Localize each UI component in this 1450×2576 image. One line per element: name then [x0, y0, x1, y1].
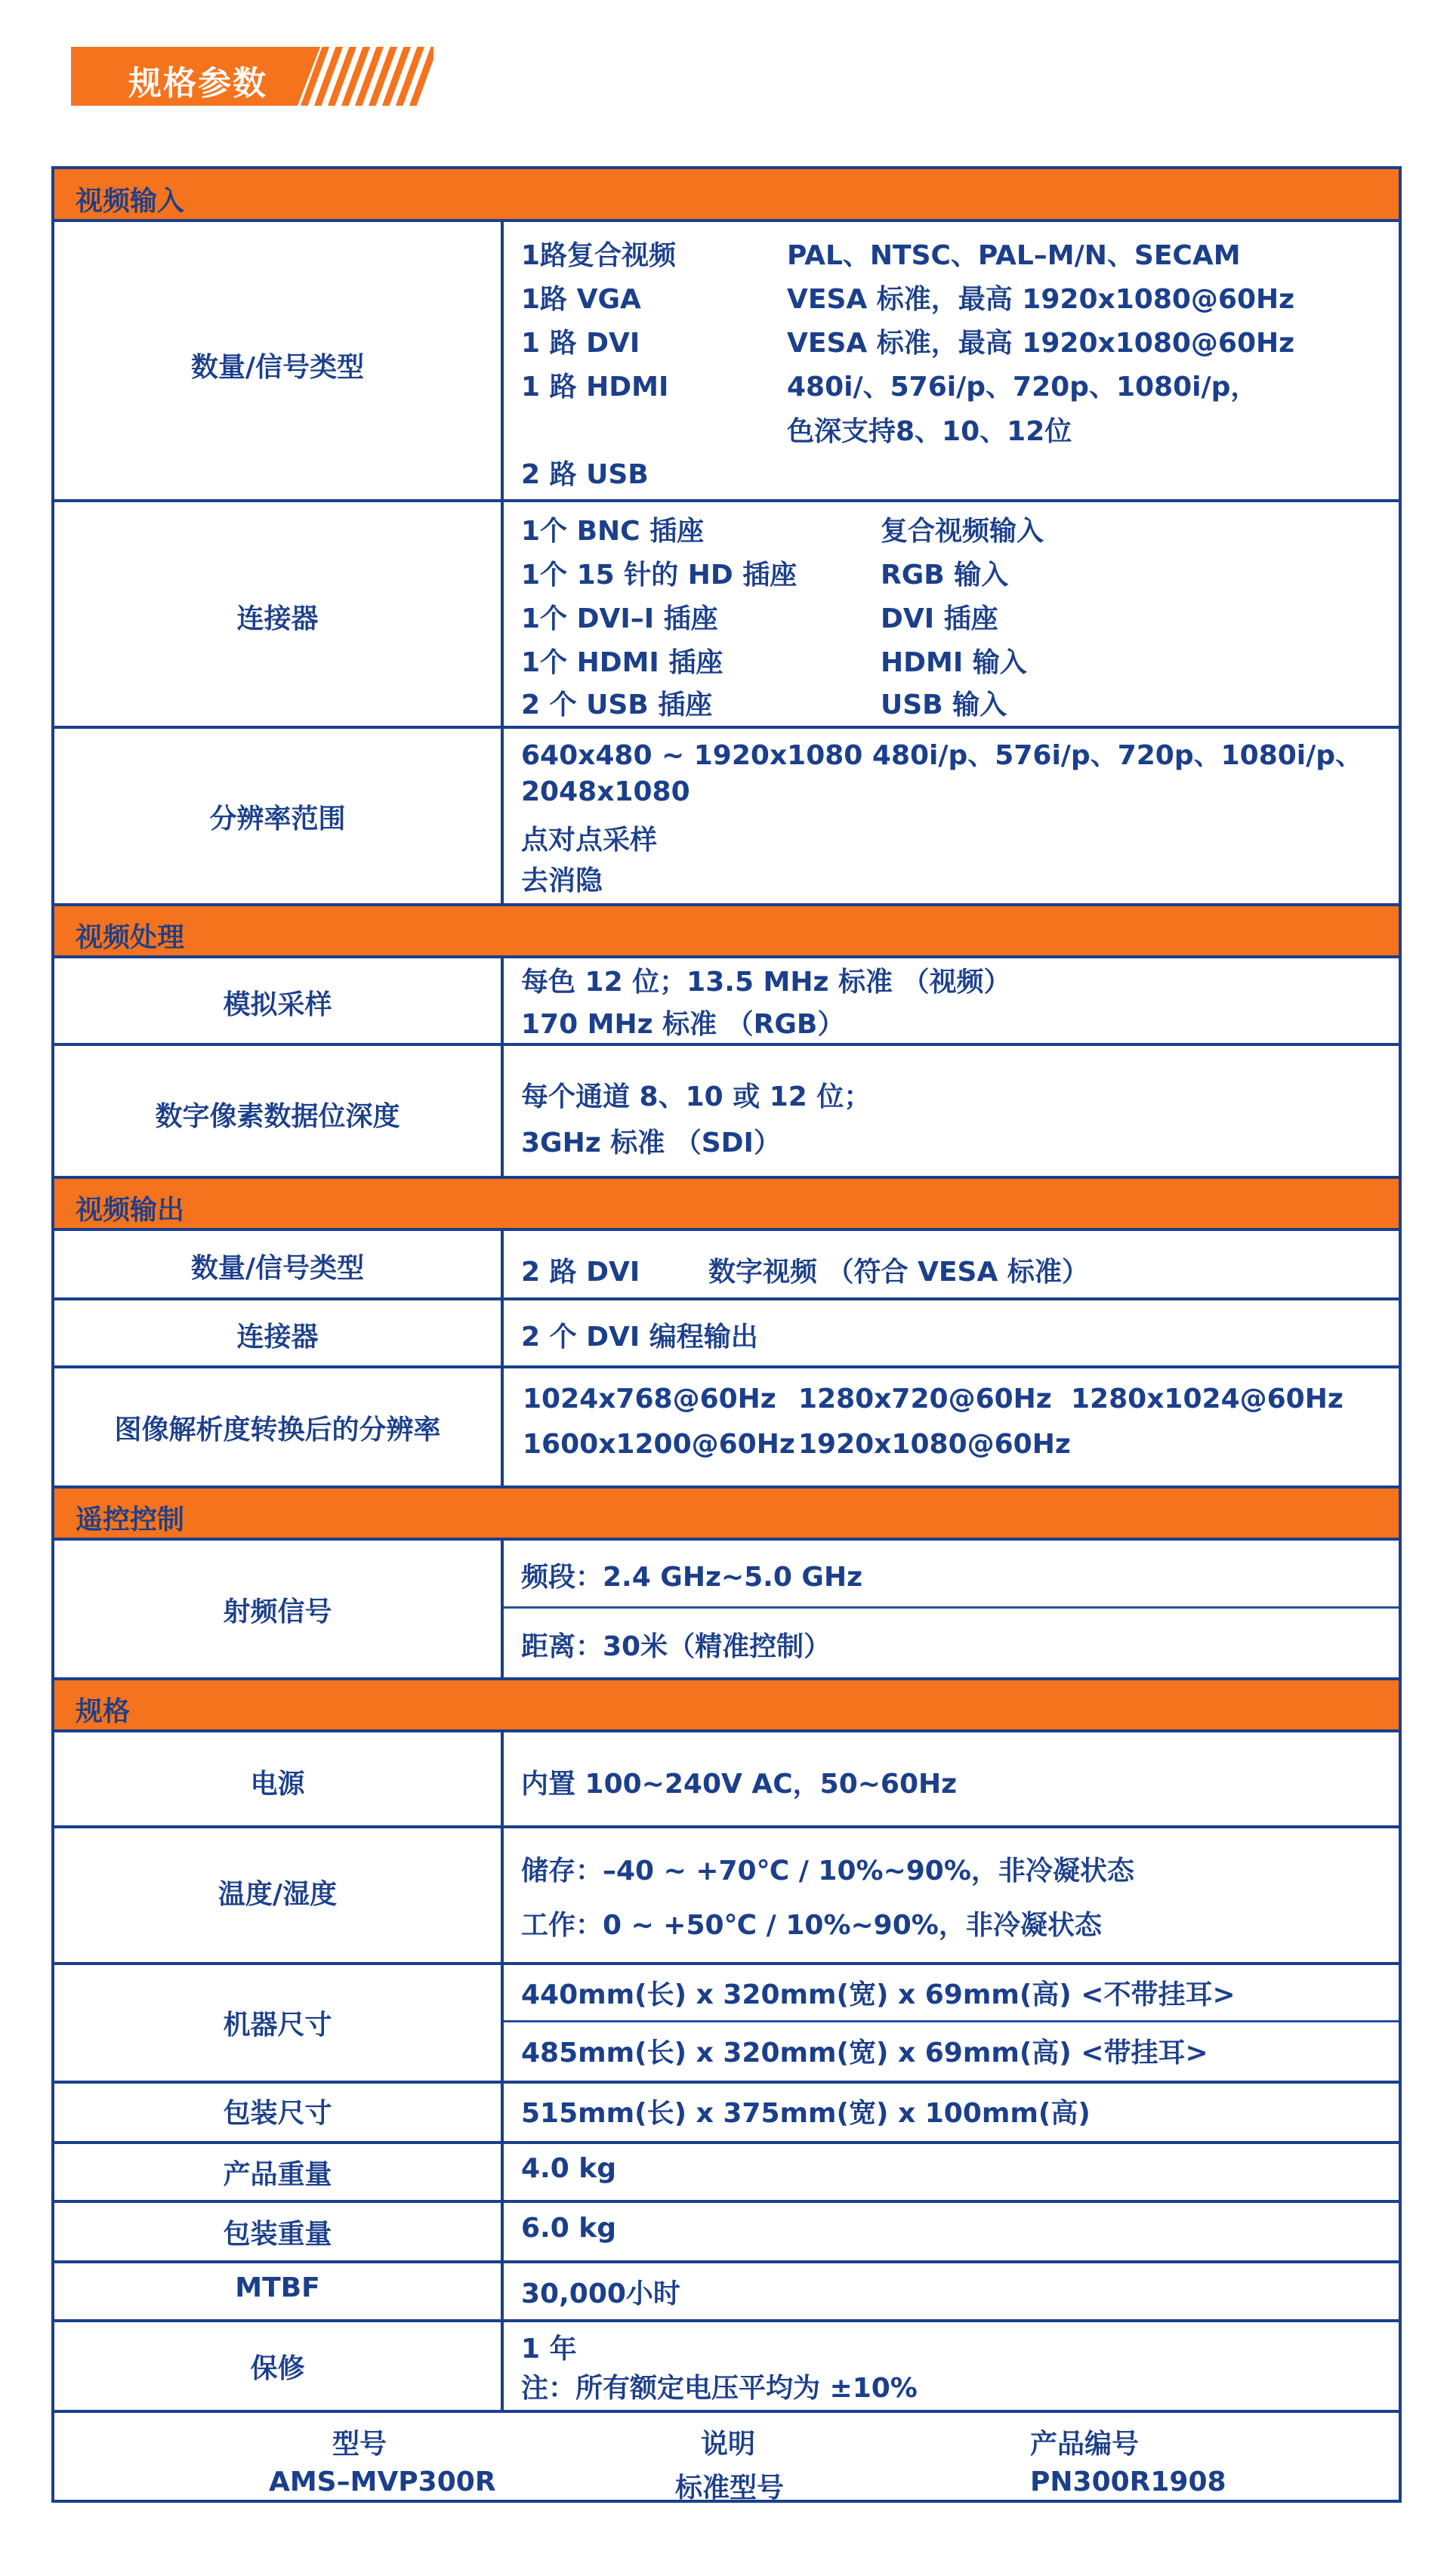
- column-divider: [501, 955, 504, 1176]
- divider: [51, 2200, 1402, 2203]
- divider: [51, 2260, 1402, 2263]
- weight-value: 4.0 kg: [521, 2153, 617, 2184]
- analog-line: 每色 12 位；13.5 MHz 标准 （视频）: [521, 967, 1011, 998]
- divider: [51, 726, 1402, 729]
- rf-band: 频段：2.4 GHz~5.0 GHz: [521, 1562, 863, 1593]
- scaled-resolution: 1600x1200@60Hz: [523, 1429, 795, 1460]
- column-divider: [501, 1538, 504, 1677]
- row-label-output-connectors: 连接器: [236, 1322, 319, 1353]
- divider: [51, 1485, 1402, 1489]
- warranty-value: 1 年: [521, 2334, 577, 2365]
- divider: [51, 2410, 1402, 2413]
- output-item: 2 路 DVI: [521, 1257, 640, 1288]
- input-item: 2 路 USB: [521, 459, 649, 490]
- section-video-input: [54, 169, 1399, 219]
- digital-line: 每个通道 8、10 或 12 位；: [521, 1081, 872, 1112]
- divider: [51, 1729, 1402, 1732]
- row-label-quantity: 数量/信号类型: [190, 352, 365, 383]
- section-specs: [54, 1680, 1399, 1729]
- row-label-pack-dims: 包装尺寸: [223, 2098, 332, 2129]
- divider: [51, 219, 1402, 222]
- divider: [51, 1043, 1402, 1046]
- divider: [504, 1606, 1399, 1609]
- row-label-resolution: 分辨率范围: [209, 804, 346, 835]
- divider: [51, 1297, 1402, 1300]
- input-item: 1路 VGA: [521, 284, 641, 315]
- output-desc: 数字视频 （符合 VESA 标准）: [708, 1257, 1089, 1288]
- connector-desc: RGB 输入: [881, 560, 1009, 591]
- input-item: 1 路 HDMI: [521, 372, 669, 403]
- section-title: 视频输入: [76, 186, 185, 217]
- scaled-resolution: 1280x720@60Hz: [798, 1384, 1052, 1414]
- footer-desc-value: 标准型号: [675, 2473, 785, 2504]
- connector-item: 1个 DVI–I 插座: [521, 603, 718, 634]
- footer-pn-value: PN300R1908: [1030, 2466, 1226, 2497]
- divider: [51, 1677, 1402, 1680]
- divider: [51, 955, 1402, 958]
- divider: [504, 2020, 1399, 2022]
- dims-without-ears: 440mm(长) x 320mm(宽) x 69mm(高) <不带挂耳>: [521, 1979, 1236, 2010]
- connector-item: 1个 HDMI 插座: [521, 647, 723, 678]
- pack-dims-value: 515mm(长) x 375mm(宽) x 100mm(高): [521, 2098, 1091, 2129]
- column-divider: [501, 222, 504, 903]
- row-label-warranty: 保修: [250, 2353, 305, 2384]
- section-remote-control: [54, 1488, 1399, 1538]
- connector-desc: HDMI 输入: [881, 647, 1027, 678]
- section-video-output: [54, 1178, 1399, 1228]
- footer-model-value: AMS–MVP300R: [269, 2466, 496, 2497]
- digital-line: 3GHz 标准 （SDI）: [521, 1128, 781, 1158]
- page-title: 规格参数: [128, 64, 267, 103]
- input-desc: VESA 标准，最高 1920x1080@60Hz: [787, 284, 1295, 315]
- column-divider: [501, 1729, 504, 2410]
- column-divider: [501, 1228, 504, 1485]
- connector-item: 1个 BNC 插座: [521, 516, 705, 547]
- row-label-dims: 机器尺寸: [223, 2010, 332, 2041]
- divider: [51, 1538, 1402, 1541]
- scaled-resolution: 1280x1024@60Hz: [1071, 1384, 1344, 1414]
- scaled-resolution: 1920x1080@60Hz: [798, 1429, 1071, 1460]
- divider: [51, 2319, 1402, 2322]
- section-title: 规格: [76, 1696, 131, 1727]
- dims-with-ears: 485mm(长) x 320mm(宽) x 69mm(高) <带挂耳>: [521, 2038, 1208, 2069]
- row-label-mtbf: MTBF: [235, 2272, 320, 2303]
- row-label-power: 电源: [250, 1769, 305, 1800]
- connector-item: 2 个 USB 插座: [521, 690, 713, 720]
- row-label-scaled: 图像解析度转换后的分辨率: [114, 1414, 441, 1445]
- section-title: 遥控控制: [76, 1504, 185, 1535]
- input-desc: VESA 标准，最高 1920x1080@60Hz: [787, 328, 1295, 359]
- row-label-weight: 产品重量: [223, 2159, 332, 2190]
- row-label-analog: 模拟采样: [223, 989, 332, 1020]
- input-desc: 色深支持8、10、12位: [787, 416, 1072, 447]
- footer-header-model: 型号: [332, 2429, 387, 2460]
- row-label-digital: 数字像素数据位深度: [155, 1101, 400, 1132]
- divider: [51, 2141, 1402, 2144]
- divider: [51, 1962, 1402, 1965]
- divider: [51, 903, 1402, 906]
- resolution-line: 点对点采样: [521, 825, 658, 856]
- divider: [51, 499, 1402, 502]
- divider: [51, 1365, 1402, 1368]
- warranty-note: 注：所有额定电压平均为 ±10%: [521, 2373, 918, 2404]
- temp-operating: 工作：0 ~ +50℃ / 10%~90%，非冷凝状态: [521, 1910, 1102, 1941]
- row-label-connectors: 连接器: [236, 603, 319, 634]
- temp-storage: 储存：–40 ~ +70℃ / 10%~90%，非冷凝状态: [521, 1856, 1134, 1886]
- row-label-temp: 温度/湿度: [218, 1879, 338, 1910]
- section-title: 视频处理: [76, 922, 185, 953]
- row-label-pack-weight: 包装重量: [223, 2219, 332, 2250]
- row-label-output-quantity: 数量/信号类型: [190, 1253, 365, 1284]
- divider: [51, 1228, 1402, 1231]
- rf-range: 距离：30米（精准控制）: [521, 1631, 831, 1662]
- connector-desc: USB 输入: [881, 690, 1007, 720]
- output-connector-value: 2 个 DVI 编程输出: [521, 1322, 758, 1353]
- section-badge: [71, 47, 433, 106]
- input-item: 1 路 DVI: [521, 328, 640, 359]
- connector-desc: 复合视频输入: [881, 516, 1044, 547]
- section-title: 视频输出: [76, 1195, 185, 1226]
- resolution-line: 640x480 ~ 1920x1080 480i/p、576i/p、720p、1080i/p、: [521, 740, 1363, 771]
- input-desc: PAL、NTSC、PAL–M/N、SECAM: [787, 240, 1241, 271]
- resolution-line: 2048x1080: [521, 776, 690, 807]
- mtbf-value: 30,000小时: [521, 2278, 680, 2309]
- power-value: 内置 100~240V AC，50~60Hz: [521, 1769, 958, 1800]
- divider: [51, 1825, 1402, 1828]
- connector-desc: DVI 插座: [881, 603, 998, 634]
- section-video-processing: [54, 905, 1399, 955]
- divider: [51, 1176, 1402, 1179]
- footer-header-desc: 说明: [701, 2429, 756, 2460]
- scaled-resolution: 1024x768@60Hz: [523, 1384, 776, 1414]
- connector-item: 1个 15 针的 HD 插座: [521, 560, 798, 591]
- input-item: 1路复合视频: [521, 240, 677, 271]
- divider: [51, 2081, 1402, 2084]
- row-label-rf: 射频信号: [223, 1597, 332, 1627]
- input-desc: 480i/、576i/p、720p、1080i/p，: [787, 372, 1258, 403]
- analog-line: 170 MHz 标准 （RGB）: [521, 1009, 845, 1040]
- footer-header-pn: 产品编号: [1030, 2429, 1140, 2460]
- resolution-line: 去消隐: [521, 865, 603, 896]
- pack-weight-value: 6.0 kg: [521, 2213, 617, 2244]
